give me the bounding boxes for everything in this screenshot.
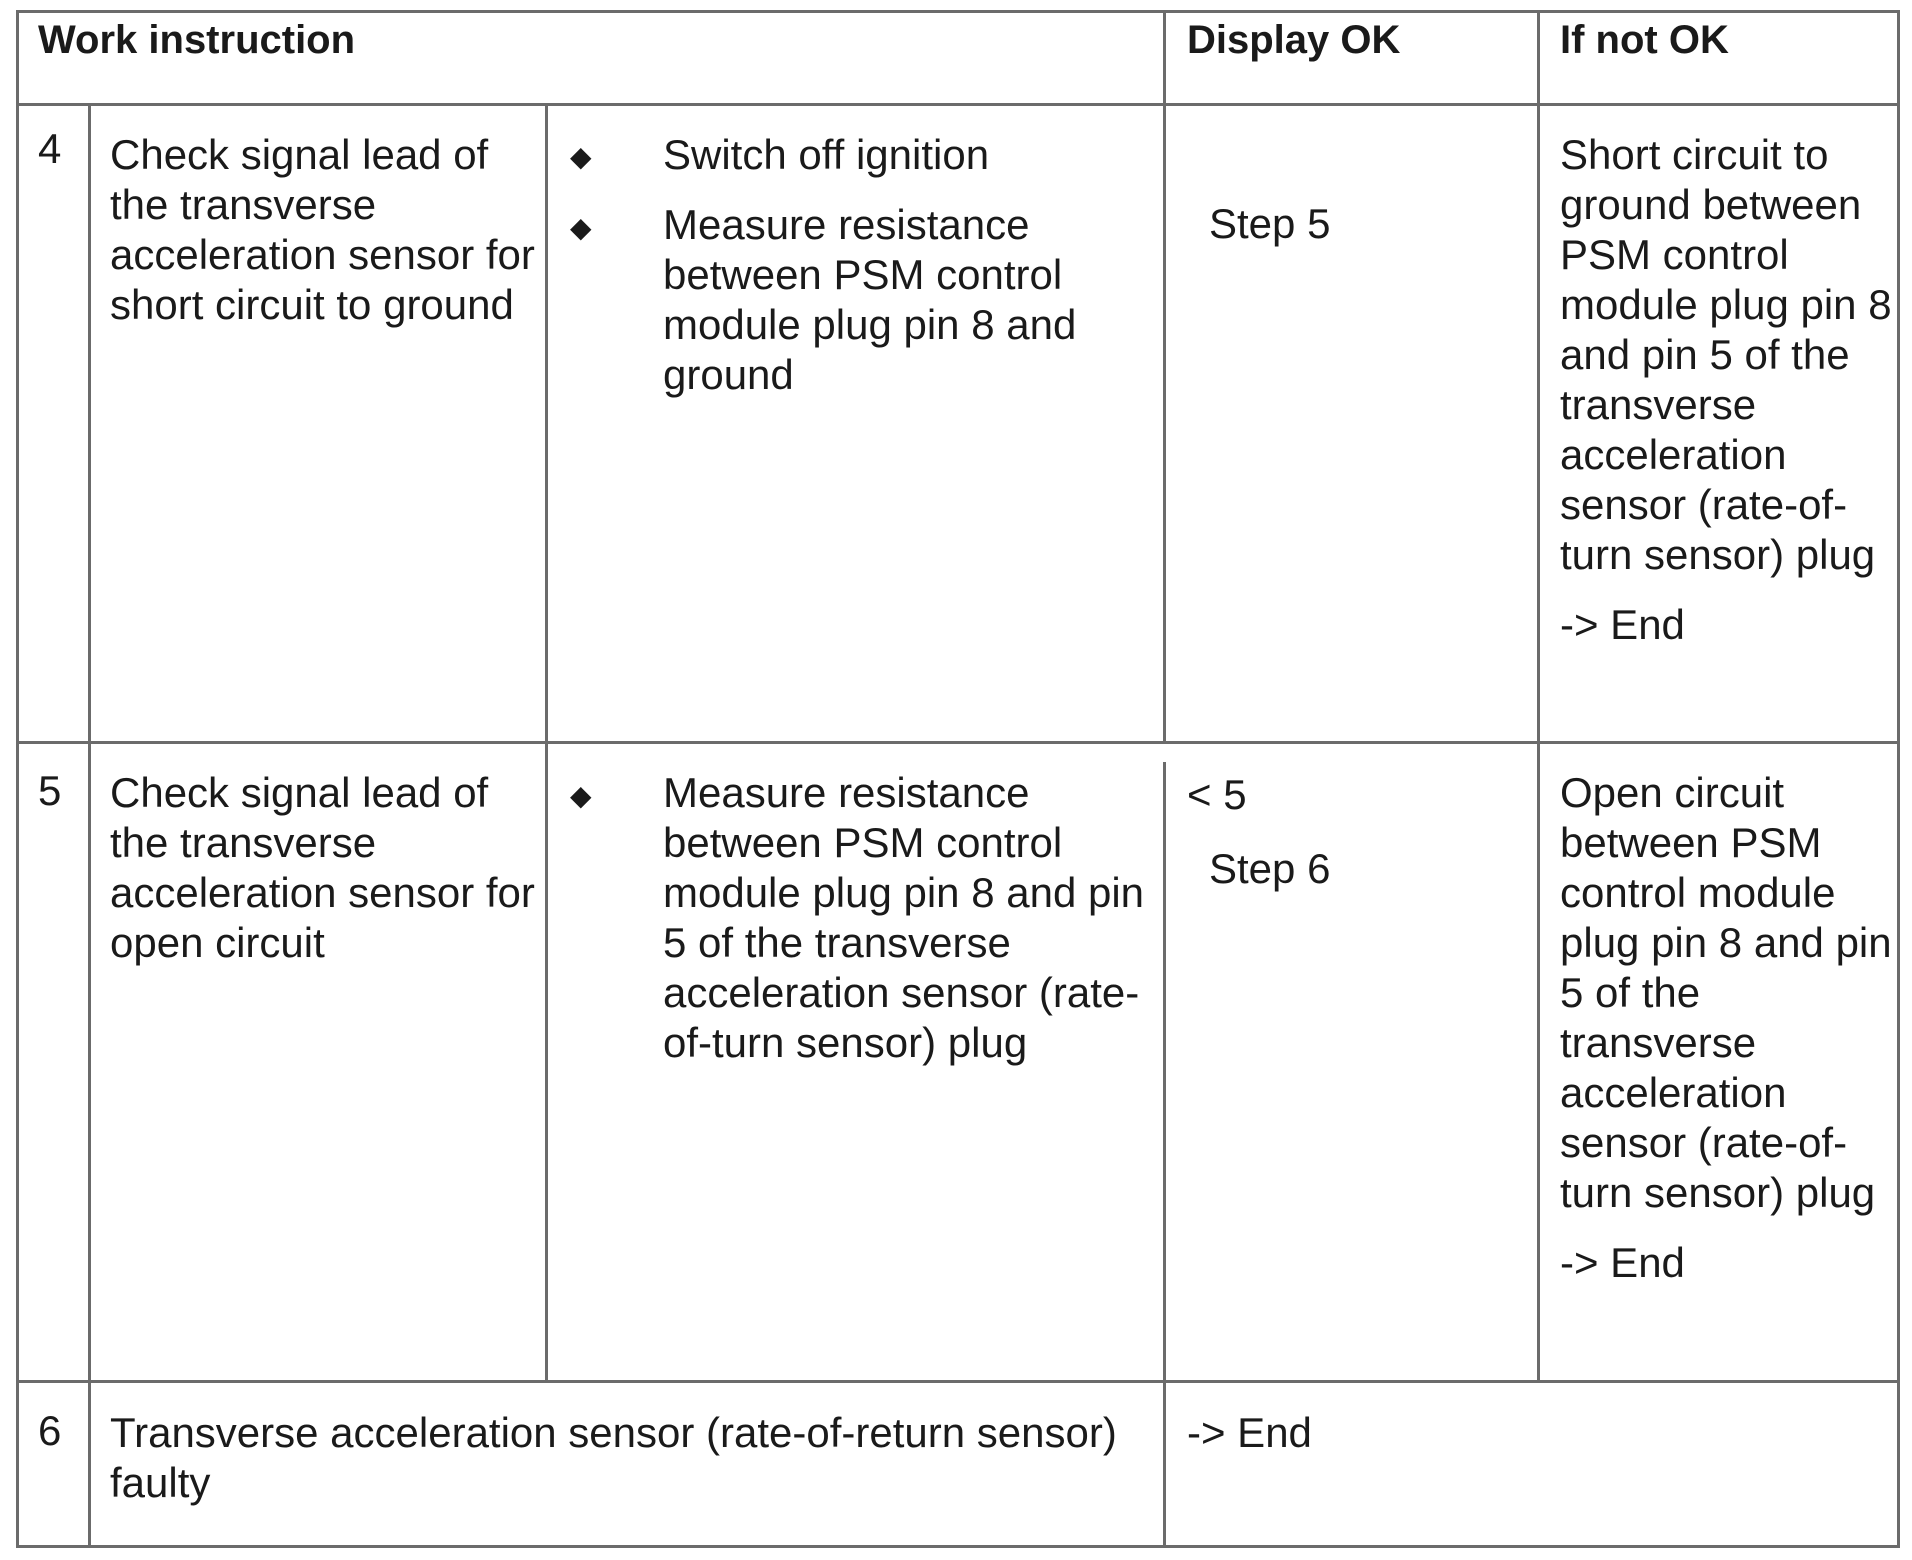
display-ok-5: Step 6 [1209, 845, 1331, 892]
bullet-icon: ◆ [570, 212, 592, 243]
row-divider-5-6 [16, 1380, 1900, 1383]
step-number-6: 6 [38, 1407, 62, 1454]
description-6: Transverse acceleration sensor (rate-of-return sensor) faulty [110, 1409, 1117, 1506]
col-divider-display-row5 [1163, 762, 1166, 1548]
col-divider-step [88, 103, 91, 1548]
header-if-not-ok: If not OK [1560, 18, 1729, 62]
col-divider-actions [545, 103, 548, 1380]
if-not-ok-4-end: -> End [1560, 601, 1685, 648]
row-divider-4-5 [16, 741, 1900, 744]
display-ok-value-5: < 5 [1187, 771, 1247, 818]
action-4-1: Switch off ignition [663, 131, 990, 178]
col-divider-display [1163, 10, 1166, 741]
action-5-1: Measure resistance between PSM control module plug pin 8 and pin 5 of the transverse acceleration sensor (rate-of-turn sensor) plug [663, 769, 1145, 1066]
bullet-icon: ◆ [570, 141, 592, 172]
check-description-4: Check signal lead of the transverse acceleration sensor for short circuit to ground [110, 131, 535, 328]
table-border-top [16, 10, 1900, 13]
if-not-ok-4-text: Short circuit to ground between PSM control module plug pin 8 and pin 5 of the transverse acceleration sensor (rate-of-turn sensor) plug [1560, 131, 1892, 578]
step-number-5: 5 [38, 767, 62, 814]
if-not-ok-4 [1560, 130, 1895, 650]
display-ok-6: -> End [1187, 1409, 1312, 1456]
header-divider [16, 103, 1900, 106]
action-4-2: Measure resistance between PSM control module plug pin 8 and ground [663, 201, 1077, 398]
if-not-ok-5-end: -> End [1560, 1239, 1685, 1286]
col-divider-notok [1537, 10, 1540, 1380]
display-ok-4: Step 5 [1209, 200, 1331, 247]
step-number-4: 4 [38, 125, 62, 172]
if-not-ok-5-text: Open circuit between PSM control module plug pin 8 and pin 5 of the transverse acceleration sensor (rate-of-turn sensor) plug [1560, 769, 1892, 1216]
table-border-right [1897, 10, 1900, 1548]
table-border-left [16, 10, 19, 1548]
header-work-instruction: Work instruction [38, 18, 356, 62]
header-display-ok: Display OK [1187, 18, 1401, 62]
check-description-5: Check signal lead of the transverse acceleration sensor for open circuit [110, 769, 535, 966]
table-border-bottom [16, 1545, 1900, 1548]
if-not-ok-5 [1560, 768, 1895, 1288]
bullet-icon: ◆ [570, 780, 592, 811]
